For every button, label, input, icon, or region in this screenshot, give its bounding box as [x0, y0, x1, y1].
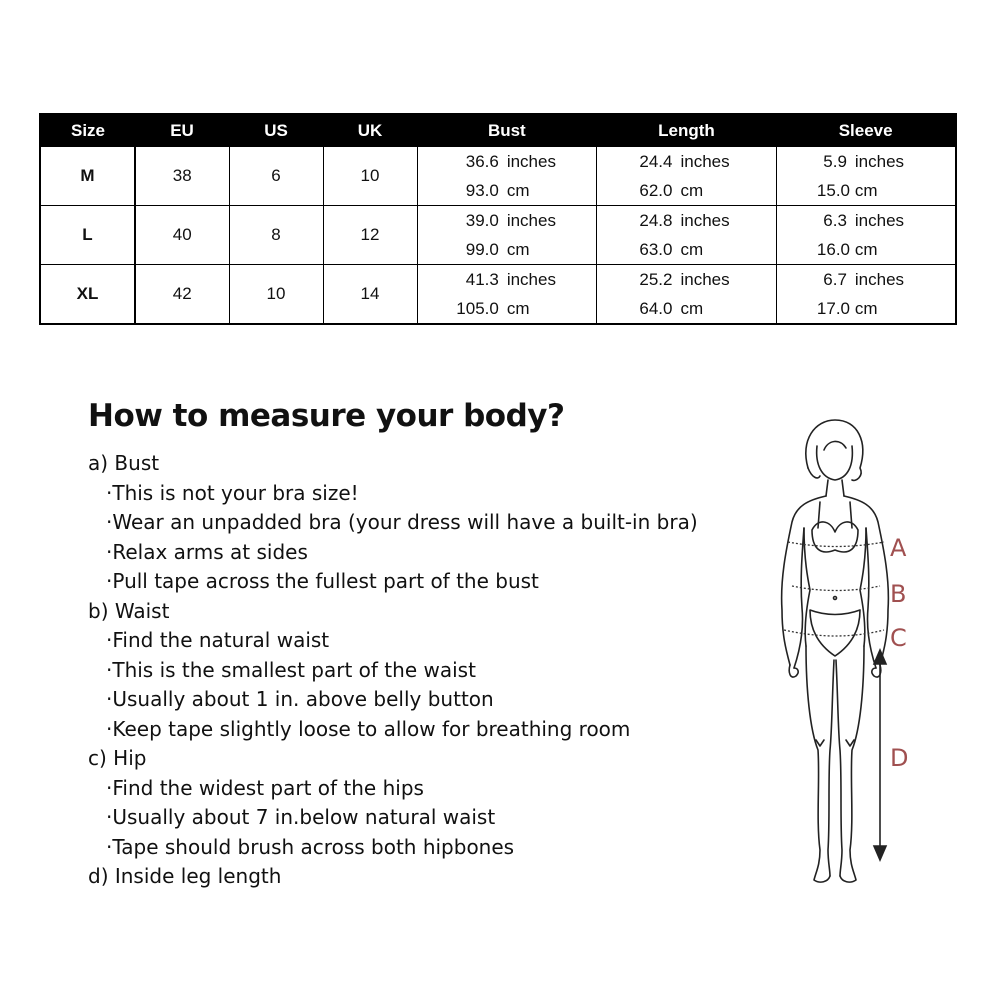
length-cm-unit: cm [680, 240, 704, 259]
bust-cm-value: 105.0 [456, 299, 499, 318]
length-cell [597, 265, 777, 325]
bust-cm-line [418, 176, 597, 205]
guide-instruction: ·Find the widest part of the hips [106, 775, 424, 800]
length-cm-unit: cm [680, 181, 704, 200]
length-cell [597, 147, 777, 206]
eu-cell: 40 [135, 206, 229, 265]
bust-cm-line [418, 294, 597, 323]
guide-title: How to measure your body? [88, 398, 565, 434]
length-in-value: 24.4 [639, 152, 673, 171]
length-in-unit: inches [680, 152, 730, 171]
sleeve-cm-value: 17.0 [816, 299, 850, 318]
sleeve-cm-unit: cm [854, 240, 878, 259]
waist-tape [792, 586, 880, 591]
guide-section-heading: a) Bust [88, 451, 160, 475]
sleeve-in-value: 6.7 [823, 270, 847, 289]
eu-cell: 38 [135, 147, 229, 206]
length-in-line [597, 265, 776, 294]
bust-in-line [418, 147, 597, 176]
bust-cm-unit: cm [506, 299, 530, 318]
sleeve-cm-value: 16.0 [816, 240, 850, 259]
length-cm-unit: cm [680, 299, 704, 318]
sleeve-cell [776, 265, 956, 325]
length-cm-value: 62.0 [639, 181, 673, 200]
length-cm-value: 64.0 [639, 299, 673, 318]
bust-in-unit: inches [506, 270, 556, 289]
bust-in-line [418, 265, 597, 294]
bust-in-unit: inches [506, 152, 556, 171]
us-cell: 8 [229, 206, 323, 265]
bust-cell [417, 265, 597, 325]
size-cell: M [40, 147, 135, 206]
guide-section-heading: b) Waist [88, 598, 170, 623]
bust-in-line [418, 206, 597, 235]
length-cm-line [597, 294, 776, 323]
bust-cm-value: 93.0 [465, 181, 499, 200]
sleeve-in-unit: inches [854, 270, 905, 289]
length-cm-line [597, 235, 776, 264]
sleeve-in-value: 5.9 [823, 152, 847, 171]
length-in-unit: inches [680, 270, 730, 289]
size-chart-table [39, 113, 957, 325]
size-cell: L [40, 206, 135, 265]
size-cell: XL [40, 265, 135, 325]
label-b: B [890, 580, 907, 608]
uk-cell: 12 [323, 206, 417, 265]
bust-cm-unit: cm [506, 240, 530, 259]
header-bust: Bust [417, 114, 597, 147]
body-outline [782, 420, 889, 882]
guide-instruction: ·This is not your bra size! [106, 480, 359, 505]
label-d: D [890, 744, 909, 772]
header-size: Size [40, 114, 135, 147]
header-eu: EU [135, 114, 229, 147]
measure-instructions [88, 449, 698, 892]
header-length: Length [597, 114, 777, 147]
eu-cell: 42 [135, 265, 229, 325]
header-us: US [229, 114, 323, 147]
table-row [40, 147, 956, 206]
sleeve-cm-unit: cm [854, 181, 878, 200]
us-cell: 6 [229, 147, 323, 206]
length-in-line [597, 147, 776, 176]
length-cm-value: 63.0 [639, 240, 673, 259]
table-body [40, 147, 956, 325]
bust-in-value: 41.3 [465, 270, 499, 289]
uk-cell: 10 [323, 147, 417, 206]
sleeve-cm-value: 15.0 [816, 181, 850, 200]
inside-leg-arrow [874, 650, 886, 860]
length-in-value: 25.2 [639, 270, 673, 289]
length-cm-line [597, 176, 776, 205]
guide-instruction: ·Pull tape across the fullest part of the bust [106, 569, 539, 593]
header-uk: UK [323, 114, 417, 147]
bust-cm-value: 99.0 [465, 240, 499, 259]
guide-instruction: ·Find the natural waist [106, 628, 330, 652]
sleeve-in-value: 6.3 [823, 211, 847, 230]
bust-cm-line [418, 235, 597, 264]
table-row [40, 265, 956, 325]
guide-instruction: ·Usually about 7 in.below natural waist [106, 805, 496, 829]
bust-in-unit: inches [506, 211, 556, 230]
bust-in-value: 39.0 [465, 211, 499, 230]
length-in-unit: inches [680, 211, 730, 230]
sleeve-in-line [777, 206, 955, 235]
guide-section-heading: d) Inside leg length [88, 864, 282, 888]
guide-instruction: ·Usually about 1 in. above belly button [106, 687, 494, 711]
sleeve-cell [776, 147, 956, 206]
uk-cell: 14 [323, 265, 417, 325]
sleeve-in-unit: inches [854, 211, 905, 230]
sleeve-in-line [777, 265, 955, 294]
sleeve-cm-line [777, 294, 955, 323]
guide-instruction: ·This is the smallest part of the waist [106, 657, 476, 682]
label-a: A [890, 534, 907, 562]
sleeve-in-unit: inches [854, 152, 905, 171]
guide-instruction: ·Wear an unpadded bra (your dress will have a built-in bra) [106, 510, 698, 534]
label-c: C [890, 624, 907, 652]
header-sleeve: Sleeve [776, 114, 956, 147]
sleeve-in-line [777, 147, 955, 176]
bust-cell [417, 147, 597, 206]
table-header-row [40, 114, 956, 147]
us-cell: 10 [229, 265, 323, 325]
bust-cell [417, 206, 597, 265]
length-cell [597, 206, 777, 265]
guide-instruction: ·Tape should brush across both hipbones [106, 834, 515, 859]
sleeve-cell [776, 206, 956, 265]
guide-section-heading: c) Hip [88, 746, 147, 770]
guide-instruction: ·Relax arms at sides [106, 539, 308, 564]
table-row [40, 206, 956, 265]
sleeve-cm-line [777, 235, 955, 264]
sleeve-cm-line [777, 176, 955, 205]
sleeve-cm-unit: cm [854, 299, 878, 318]
bust-cm-unit: cm [506, 181, 530, 200]
guide-instruction: ·Keep tape slightly loose to allow for breathing room [106, 716, 631, 741]
body-measurement-figure [760, 410, 980, 900]
bust-in-value: 36.6 [465, 152, 499, 171]
length-in-line [597, 206, 776, 235]
length-in-value: 24.8 [639, 211, 673, 230]
